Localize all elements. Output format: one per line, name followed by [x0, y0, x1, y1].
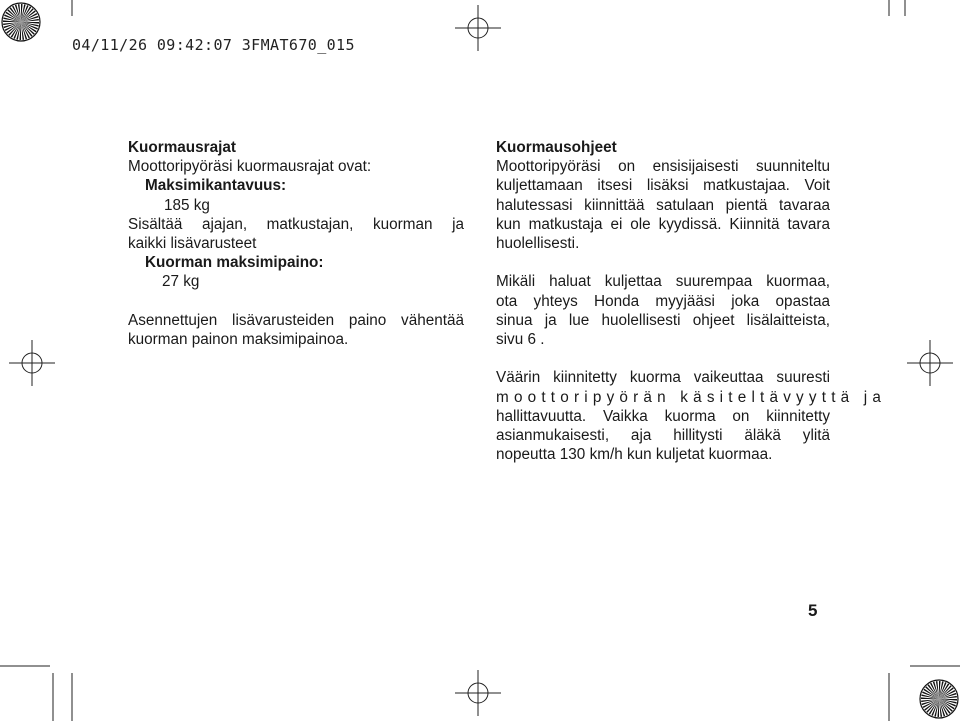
loading-guidelines-heading: Kuormausohjeet [496, 139, 617, 156]
load-limits-heading: Kuormausrajat [128, 139, 236, 156]
loading-guidelines-section [496, 138, 887, 464]
warning-line: Väärin kiinnitetty kuorma vaikeuttaa suuresti [496, 369, 830, 387]
load-limits-intro: Moottoripyöräsi kuormausrajat ovat: [128, 158, 372, 176]
accessory-note-line: kuorman painon maksimipainoa. [128, 331, 349, 349]
guideline-line: Mikäli haluat kuljettaa suurempaa kuormaa, [496, 273, 830, 291]
max-capacity-label: Maksimikantavuus: [145, 177, 287, 195]
guideline-line: huolellisesti. [496, 235, 580, 253]
crosshair-registration-icon [9, 340, 55, 386]
guideline-line: sinua ja lue huolellisesti ohjeet lisälaitteista, [496, 311, 830, 329]
guideline-line: Moottoripyöräsi on ensisijaisesti suunniteltu [496, 158, 830, 176]
max-cargo-value: 27 kg [162, 273, 200, 291]
guideline-line: sivu 6 . [496, 331, 545, 349]
warning-line: moottoripyörän käsiteltävyyttä ja [496, 388, 887, 406]
guideline-line: ota yhteys Honda myyjääsi joka opastaa [496, 292, 830, 310]
print-job-stamp: 04/11/26 09:42:07 3FMAT670_015 [72, 36, 355, 54]
accessory-note-line: Asennettujen lisävarusteiden paino vähentää [128, 311, 464, 329]
crosshair-registration-icon [907, 340, 953, 386]
load-limits-section [128, 138, 464, 349]
starburst-registration-icon [2, 3, 40, 41]
guideline-line: halutessasi kiinnittää satulaan pientä tavaraa [496, 196, 830, 214]
page-number: 5 [808, 601, 818, 620]
includes-text-line: Sisältää ajajan, matkustajan, kuorman ja [128, 215, 464, 233]
warning-line: hallittavuutta. Vaikka kuorma on kiinnitetty [496, 407, 830, 425]
starburst-registration-icon [920, 680, 958, 718]
crosshair-registration-icon [455, 670, 501, 716]
max-cargo-label: Kuorman maksimipaino: [145, 254, 324, 272]
warning-line: nopeutta 130 km/h kun kuljetat kuormaa. [496, 446, 773, 464]
max-capacity-value: 185 kg [164, 196, 210, 214]
crosshair-registration-icon [455, 5, 501, 51]
guideline-line: kun matkustaja ei ole kyydissä. Kiinnitä tavara [496, 215, 830, 233]
guideline-line: kuljettamaan itsesi lisäksi matkustajaa. Voit [496, 177, 830, 195]
includes-text-line: kaikki lisävarusteet [128, 235, 257, 253]
warning-line: asianmukaisesti, aja hillitysti äläkä ylitä [496, 427, 830, 445]
